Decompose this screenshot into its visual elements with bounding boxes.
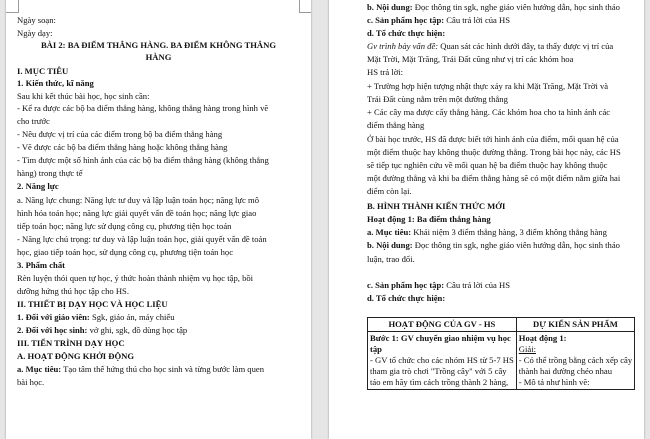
table-header-cell: DỰ KIẾN SẢN PHẨM xyxy=(516,318,634,332)
value: Câu trả lời của HS xyxy=(444,15,511,25)
label: b. Nội dung: xyxy=(367,2,413,12)
paragraph-line xyxy=(367,240,620,251)
paragraph-line: cho trước xyxy=(17,116,50,126)
section-heading: A. HOẠT ĐỘNG KHỞI ĐỘNG xyxy=(17,351,135,361)
paragraph-line: điểm còn lại. xyxy=(367,186,412,196)
subsection-heading: 1. Kiến thức, kĩ năng xyxy=(17,78,94,88)
lesson-activity-table xyxy=(367,317,635,390)
paragraph-line: một đường thẳng và khi ba điểm thẳng hàng sẽ có một điểm nằm giữa hai xyxy=(367,173,621,183)
crop-mark xyxy=(6,0,19,13)
label: a. Mục tiêu: xyxy=(17,364,62,374)
paragraph-line: HS trả lời: xyxy=(367,67,404,77)
step-title: Bước 1: GV chuyển giao nhiệm vụ học tập xyxy=(370,333,511,354)
paragraph-line: hình hóa toán học; năng lực giải quyết vấn đề toán học; năng lực giao xyxy=(17,208,257,218)
cell-line: - GV tổ chức cho các nhóm HS từ 5-7 HS xyxy=(370,355,514,365)
paragraph-line: - Tìm được một số hình ảnh của các bộ ba điểm thẳng hàng (không thẳng xyxy=(17,155,269,165)
paragraph-line: Mặt Trời, Mặt Trăng, Trái Đất cũng như vị trí các khóm hoa xyxy=(367,54,574,64)
section-heading: B. HÌNH THÀNH KIẾN THỨC MỚI xyxy=(367,201,506,211)
label: c. Sản phẩm học tập: xyxy=(367,280,445,290)
paragraph-line xyxy=(17,312,175,323)
table-header-row xyxy=(368,318,635,332)
crop-mark xyxy=(299,0,311,13)
paragraph-line: + Các cây ma được cấy thẳng hàng. Các khóm hoa cho ta hình ảnh các xyxy=(367,107,611,117)
label: a. Mục tiêu: xyxy=(367,227,412,237)
paragraph-line: tiếp toán học; năng lực sử dụng công cụ, phương tiện học toán xyxy=(17,221,232,231)
value: Khái niệm 3 điểm thẳng hàng, 3 điểm không thẳng hàng xyxy=(411,227,607,237)
paragraph-line: Trái Đất cùng nằm trên một đường thẳng xyxy=(367,94,508,104)
paragraph-line: a. Năng lực chung: Năng lực tư duy và lập luận toán học; năng lực mô xyxy=(17,195,260,205)
paragraph-line: - Vẽ được các bộ ba điểm thẳng hàng hoặc không thẳng hàng xyxy=(17,142,228,152)
value: vở ghi, sgk, đồ dùng học tập xyxy=(87,325,188,335)
paragraph-line: bài học. xyxy=(17,377,45,387)
cell-line: tham gia trò chơi "Trồng cây" với 5 cây xyxy=(370,366,507,376)
paragraph-line: một điểm thuộc hay không thuộc đường thẳng. Trong bài học này, các HS xyxy=(367,147,621,157)
lesson-title-cont: HÀNG xyxy=(145,52,172,62)
label: Gv trình bày vấn đề: xyxy=(367,41,439,51)
subsection-heading: 3. Phẩm chất xyxy=(17,260,65,270)
label: b. Nội dung: xyxy=(367,240,413,250)
cell-line: táo em hãy tìm cách trồng thành 2 hàng, xyxy=(370,377,509,387)
document-page-right xyxy=(329,0,644,439)
subsection-heading: d. Tổ chức thực hiện: xyxy=(367,293,446,303)
paragraph-line: học, giao tiếp toán học, sử dụng công cụ, phương tiện toán học xyxy=(17,247,234,257)
subsection-heading: Hoạt động 1: Ba điểm thẳng hàng xyxy=(367,214,491,224)
paragraph-line: sẽ tiếp tục nghiên cứu về mối quan hệ ba điểm thuộc hay không thuộc xyxy=(367,160,608,170)
paragraph-line: điểm thẳng hàng xyxy=(367,120,425,130)
solution-label: Giải: xyxy=(518,344,536,354)
paragraph-line: + Trường hợp hiện tượng nhật thực xảy ra khi Mặt Trăng, Mặt Trời và xyxy=(367,81,609,91)
section-heading: I. MỤC TIÊU xyxy=(17,66,69,76)
cell-line: - Mô tả như hình vẽ: xyxy=(518,377,590,387)
table-row xyxy=(368,332,635,390)
label: 2. Đối với học sinh: xyxy=(17,325,88,335)
paragraph-line xyxy=(367,280,510,291)
section-heading: II. THIẾT BỊ DẠY HỌC VÀ HỌC LIỆU xyxy=(17,299,168,309)
paragraph-line: - Nêu được vị trí của các điểm trong bộ ba điểm thẳng hàng xyxy=(17,129,223,139)
paragraph-line: luận, trao đổi. xyxy=(367,254,415,264)
value: Tạo tâm thế hứng thú cho học sinh và từng bước làm quen xyxy=(61,364,265,374)
paragraph-line: Sau khi kết thúc bài học, học sinh cần: xyxy=(17,91,150,101)
label: 1. Đối với giáo viên: xyxy=(17,312,90,322)
paragraph-line xyxy=(367,2,620,13)
paragraph-line xyxy=(17,364,264,375)
paragraph-line: dưỡng hứng thú học tập cho HS. xyxy=(17,286,129,296)
lesson-title: BÀI 2: BA ĐIỂM THẲNG HÀNG. BA ĐIỂM KHÔNG THẲNG xyxy=(40,40,277,50)
paragraph-line: Rèn luyện thói quen tự học, ý thức hoàn thành nhiệm vụ học tập, bồi xyxy=(17,273,254,283)
paragraph-line: Ở bài học trước, HS đã được biết tới hình ảnh của điểm, mối quan hệ của xyxy=(367,134,619,144)
activity-title: Hoạt động 1: xyxy=(518,333,567,343)
paragraph-line xyxy=(367,41,613,52)
date-taught: Ngày dạy: xyxy=(17,28,53,38)
label: c. Sản phẩm học tập: xyxy=(367,15,445,25)
paragraph-line xyxy=(367,15,510,26)
cell-line: - Có thể trồng bằng cách xếp cây xyxy=(518,355,633,365)
value: Đọc thông tin sgk, nghe giáo viên hướng dẫn, học sinh thảo xyxy=(412,240,620,250)
value: Sgk, giáo án, máy chiếu xyxy=(89,312,175,322)
value: Quan sát các hình dưới đây, ta thấy được vị trí của xyxy=(438,41,614,51)
table-cell xyxy=(516,332,634,390)
date-prepared: Ngày soạn: xyxy=(17,15,56,25)
subsection-heading: d. Tổ chức thực hiện: xyxy=(367,28,446,38)
paragraph-line: - Kể ra được các bộ ba điểm thẳng hàng, không thẳng hàng trong hình vẽ xyxy=(17,103,269,113)
paragraph-line xyxy=(17,325,187,336)
subsection-heading: 2. Năng lực xyxy=(17,181,59,191)
value: Câu trả lời của HS xyxy=(444,280,511,290)
paragraph-line: hàng) trong thực tế xyxy=(17,168,83,178)
document-page-left xyxy=(6,0,311,439)
cell-line: thành hai đường chéo nhau xyxy=(518,366,612,376)
paragraph-line xyxy=(367,227,607,238)
paragraph-line: - Năng lực chú trọng: tư duy và lập luận toán học, giải quyết vấn đề toán xyxy=(17,234,267,244)
section-heading: III. TIẾN TRÌNH DẠY HỌC xyxy=(17,338,125,348)
value: Đọc thông tin sgk, nghe giáo viên hướng dẫn, học sinh thảo xyxy=(412,2,620,12)
table-header-cell: HOẠT ĐỘNG CỦA GV - HS xyxy=(368,318,517,332)
table-cell xyxy=(368,332,517,390)
